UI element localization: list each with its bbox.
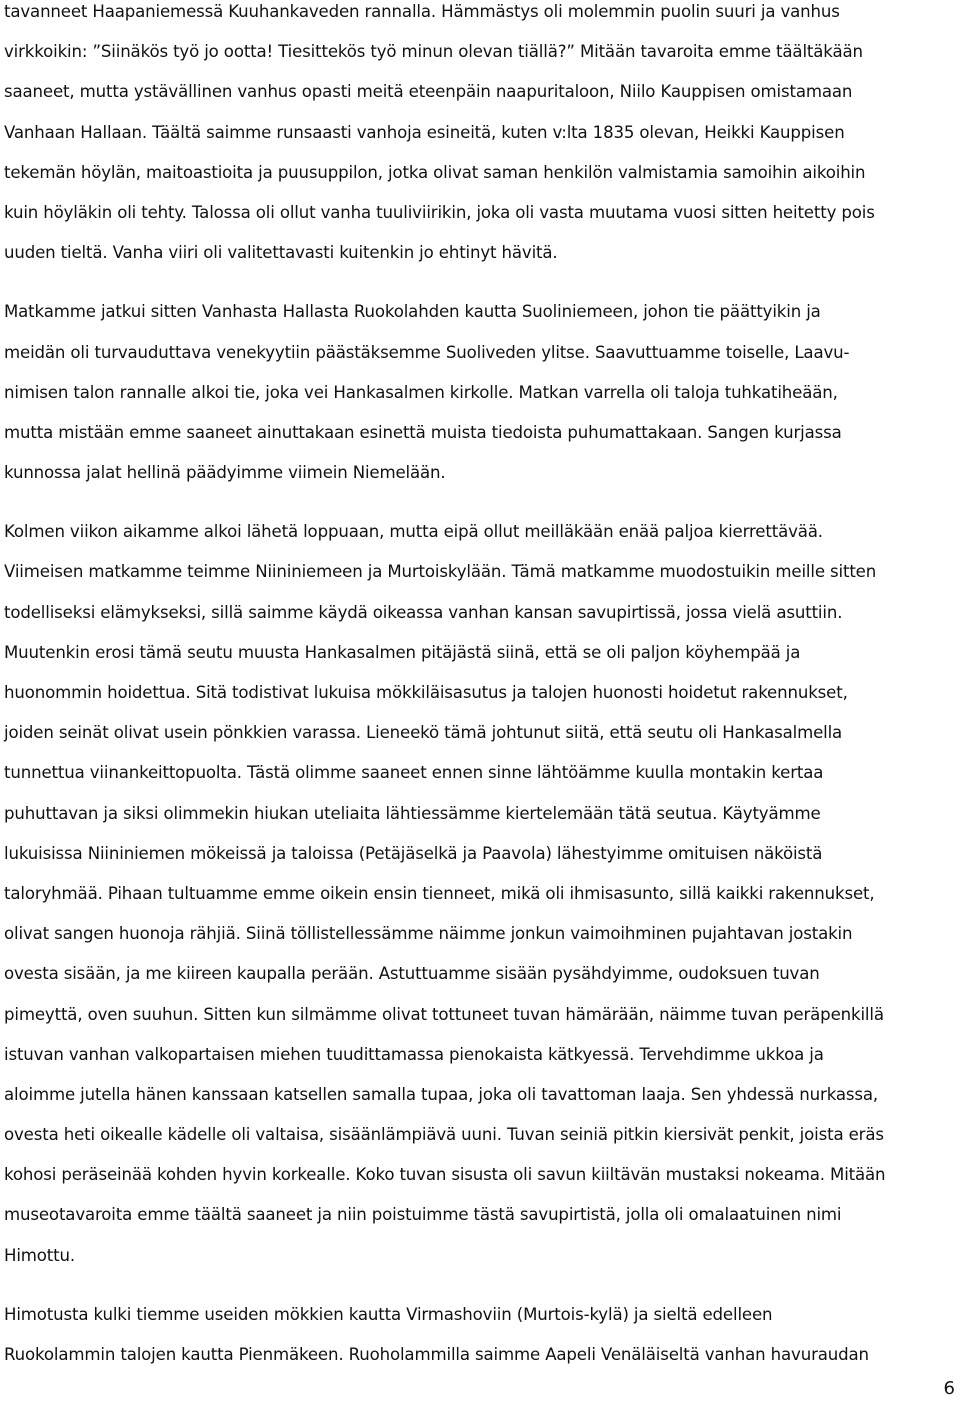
paragraph bbox=[4, 292, 956, 493]
text-line: kunnossa jalat hellinä päädyimme viimein Niemelään. bbox=[4, 463, 446, 483]
text-line: aloimme jutella hänen kanssaan katsellen samalla tupaa, joka oli tavattoman laaja. Sen yhdessä nurkassa, bbox=[4, 1084, 879, 1104]
text-line: museotavaroita emme täältä saaneet ja niin poistuimme tästä savupirtistä, jolla oli omalaatuinen nimi bbox=[4, 1205, 842, 1225]
text-line: tavanneet Haapaniemessä Kuuhankaveden rannalla. Hämmästys oli molemmin puolin suuri ja vanhus bbox=[4, 2, 840, 21]
text-line: tunnettua viinankeittopuolta. Tästä olimme saaneet ennen sinne lähtöämme kuulla montakin kertaa bbox=[4, 763, 824, 783]
text-line: saaneet, mutta ystävällinen vanhus opasti meitä eteenpäin naapuritaloon, Niilo Kauppisen omistamaan bbox=[4, 82, 853, 102]
text-line: kuin höyläkin oli tehty. Talossa oli ollut vanha tuuliviirikin, joka oli vasta muutama vuosi sitten heitetty pois bbox=[4, 202, 875, 222]
text-line: pimeyttä, oven suuhun. Sitten kun silmämme olivat tottuneet tuvan hämärään, näimme tuvan peräpenkillä bbox=[4, 1004, 884, 1024]
paragraph-gap bbox=[4, 1276, 956, 1295]
text-line: Himotusta kulki tiemme useiden mökkien kautta Virmashoviin (Murtois-kylä) ja sieltä edelleen bbox=[4, 1304, 773, 1324]
paragraph bbox=[4, 512, 956, 1276]
text-line: olivat sangen huonoja rähjiä. Siinä töllistellessämme näimme jonkun vaimoihminen pujahtavan jostakin bbox=[4, 924, 853, 944]
text-line: Muutenkin erosi tämä seutu muusta Hankasalmen pitäjästä siinä, että se oli paljon köyhempää ja bbox=[4, 642, 801, 662]
text-line: joiden seinät olivat usein pönkkien varassa. Lieneekö tämä johtunut siitä, että seutu oli Hankasalmella bbox=[4, 723, 843, 743]
text-line: Kolmen viikon aikamme alkoi lähetä loppuaan, mutta eipä ollut meilläkään enää paljoa kierrettävää. bbox=[4, 522, 823, 542]
text-line: uuden tieltä. Vanha viiri oli valitettavasti kuitenkin jo ehtinyt hävitä. bbox=[4, 243, 558, 263]
text-line: virkkoikin: ”Siinäkös työ jo ootta! Tiesittekös työ minun olevan tiällä?” Mitään tavaroita emme täältäkään bbox=[4, 42, 863, 62]
text-line: mutta mistään emme saaneet ainuttakaan esinettä muista tiedoista puhumattakaan. Sangen kurjassa bbox=[4, 422, 842, 442]
text-line: ovesta heti oikealle kädelle oli valtaisa, sisäänlämpiävä uuni. Tuvan seiniä pitkin kiersivät penkit, joista eräs bbox=[4, 1125, 884, 1145]
text-line: Vanhaan Hallaan. Täältä saimme runsaasti vanhoja esineitä, kuten v:lta 1835 olevan, Heikki Kauppisen bbox=[4, 122, 845, 142]
text-line: kohosi peräseinää kohden hyvin korkealle. Koko tuvan sisusta oli savun kiiltävän mustaksi nokeama. Mitään bbox=[4, 1165, 886, 1185]
text-line: nimisen talon rannalle alkoi tie, joka vei Hankasalmen kirkolle. Matkan varrella oli taloja tuhkatiheään, bbox=[4, 382, 838, 402]
paragraph-gap bbox=[4, 273, 956, 292]
text-line: huonommin hoidettua. Sitä todistivat lukuisa mökkiläisasutus ja talojen huonosti hoidetut rakennukset, bbox=[4, 683, 848, 702]
text-line: lukuisissa Niininiemen mökeissä ja taloissa (Petäjäselkä ja Paavola) lähestyimme omituisen näköistä bbox=[4, 843, 823, 863]
paragraph-gap bbox=[4, 493, 956, 512]
text-line: tekemän höylän, maitoastioita ja puusuppilon, jotka olivat saman henkilön valmistamia samoihin aikoihin bbox=[4, 162, 866, 182]
text-line: todelliseksi elämykseksi, sillä saimme käydä oikeassa vanhan kansan savupirtissä, jossa vielä asuttiin. bbox=[4, 602, 843, 622]
document-page bbox=[4, 0, 956, 1375]
text-line: taloryhmää. Pihaan tultuamme emme oikein ensin tienneet, mikä oli ihmisasunto, sillä kaikki rakennukset, bbox=[4, 883, 875, 903]
text-line: Ruokolammin talojen kautta Pienmäkeen. Ruoholammilla saimme Aapeli Venäläiseltä vanhan havuraudan bbox=[4, 1345, 869, 1364]
paragraph bbox=[4, 1295, 956, 1375]
text-line: meidän oli turvauduttava venekyytiin päästäksemme Suoliveden ylitse. Saavuttuamme toiselle, Laavu- bbox=[4, 342, 850, 362]
text-line: Himottu. bbox=[4, 1245, 76, 1265]
text-line: ovesta sisään, ja me kiireen kaupalla perään. Astuttuamme sisään pysähdyimme, oudoksuen tuvan bbox=[4, 964, 820, 984]
text-line: puhuttavan ja siksi olimmekin hiukan uteliaita lähtiessämme kiertelemään tätä seutua. Käytyämme bbox=[4, 803, 821, 823]
text-line: Matkamme jatkui sitten Vanhasta Hallasta Ruokolahden kautta Suoliniemeen, johon tie päättyikin ja bbox=[4, 302, 821, 322]
paragraph bbox=[4, 0, 956, 273]
text-line: Viimeisen matkamme teimme Niininiemeen ja Murtoiskylään. Tämä matkamme muodostuikin meille sitten bbox=[4, 562, 877, 582]
text-line: istuvan vanhan valkopartaisen miehen tuudittamassa pienokaista kätkyessä. Tervehdimme ukkoa ja bbox=[4, 1044, 824, 1064]
page-number: 6 bbox=[943, 1378, 955, 1399]
